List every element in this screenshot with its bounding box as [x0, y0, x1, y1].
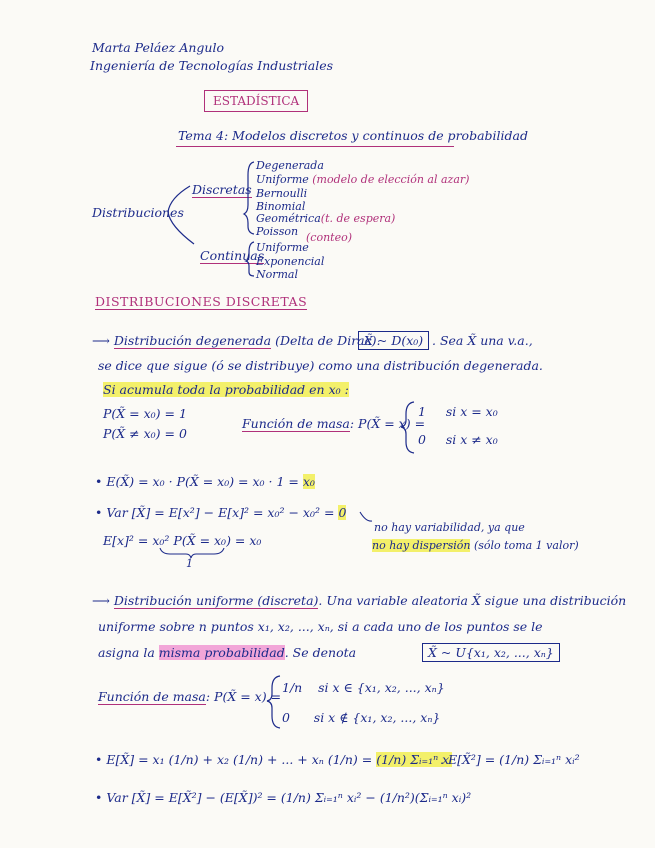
degenerada-notation: X̃ ~ D(x₀) [358, 333, 429, 348]
continua-normal: Normal [256, 268, 299, 281]
discreta-geometrica: Geométrica(t. de espera) [256, 212, 396, 225]
discreta-uniforme: Uniforme (modelo de elección al azar) [256, 173, 470, 186]
tree-root: Distribuciones [92, 205, 184, 220]
degenerada-intro-b: se dice que sigue (ó se distribuye) como una distribución degenerada. [98, 358, 543, 373]
author-name: Marta Peláez Angulo [92, 40, 224, 55]
discreta-poisson: Poisson [256, 225, 299, 238]
degenerada-heading: ⟶ Distribución degenerada (Delta de Dirac). [92, 333, 381, 348]
degenerada-funcion-masa: Función de masa: P(X̃ = x) = [242, 416, 426, 431]
uniforme-line2: uniforme sobre n puntos x₁, x₂, ..., xₙ, si a cada uno de los puntos se le [98, 619, 543, 634]
degenerada-case1: 1 si x = x₀ [418, 404, 498, 419]
degenerada-intro-a: . Sea X̃ una v.a., [432, 333, 533, 348]
uniforme-heading: ⟶ Distribución uniforme (discreta). Una variable aleatoria X̃ sigue una distribución [92, 593, 627, 608]
subject-title: ESTADÍSTICA [204, 90, 308, 112]
tree-continuas-label: Continuas [200, 248, 265, 263]
uniforme-esperanza2: . E[X̃²] = (1/n) Σᵢ₌₁ⁿ xᵢ² [440, 752, 580, 767]
continua-exponencial: Exponencial [256, 255, 325, 268]
degenerada-p1: P(X̃ = x₀) = 1 [103, 406, 187, 421]
uniforme-varianza: • Var [X̃] = E[X̃²] − (E[X̃])² = (1/n) Σᵢ₌₁ⁿ xᵢ² − (1/n²)(Σᵢ₌₁ⁿ xᵢ)² [95, 790, 472, 805]
topic-title: Tema 4: Modelos discretos y continuos de probabilidad [178, 128, 528, 143]
discreta-bernoulli: Bernoulli [256, 187, 308, 200]
poisson-note: (conteo) [306, 231, 353, 244]
section-discretas-title: DISTRIBUCIONES DISCRETAS [95, 294, 308, 309]
degree-name: Ingeniería de Tecnologías Industriales [90, 58, 334, 73]
degenerada-p2: P(X̃ ≠ x₀) = 0 [103, 426, 187, 441]
continua-uniforme: Uniforme [256, 241, 309, 254]
degenerada-varianza: • Var [X̃] = E[x²] − E[x]² = x₀² − x₀² = 0 [95, 505, 347, 520]
degenerada-esperanza: • E(X̃) = x₀ · P(X̃ = x₀) = x₀ · 1 = x₀ [95, 474, 315, 489]
degenerada-note-2: no hay dispersión (sólo toma 1 valor) [372, 539, 579, 552]
uniforme-notation: X̃ ~ U{x₁, x₂, ..., xₙ} [422, 645, 560, 660]
degenerada-case2: 0 si x ≠ x₀ [418, 432, 498, 447]
tree-discretas-label: Discretas [192, 182, 252, 197]
discreta-binomial: Binomial [256, 200, 306, 213]
degenerada-e2: E[x]² = x₀² P(X̃ = x₀) = x₀ [103, 533, 262, 548]
degenerada-under-one: 1 [186, 557, 193, 570]
uniforme-case2: 0 si x ∉ {x₁, x₂, ..., xₙ} [282, 710, 441, 725]
degenerada-intro-c: Si acumula toda la probabilidad en x₀ : [103, 382, 349, 397]
uniforme-esperanza: • E[X̃] = x₁ (1/n) + x₂ (1/n) + ... + xₙ (1/n) = (1/n) Σᵢ₌₁ⁿ xᵢ [95, 752, 452, 767]
uniforme-funcion-masa: Función de masa: P(X̃ = x) = [98, 689, 282, 704]
uniforme-case1: 1/n si x ∈ {x₁, x₂, ..., xₙ} [282, 680, 445, 695]
uniforme-line3: asigna la misma probabilidad. Se denota [98, 645, 357, 660]
degenerada-note-1: no hay variabilidad, ya que [374, 521, 525, 534]
discreta-degenerada: Degenerada [256, 159, 324, 172]
